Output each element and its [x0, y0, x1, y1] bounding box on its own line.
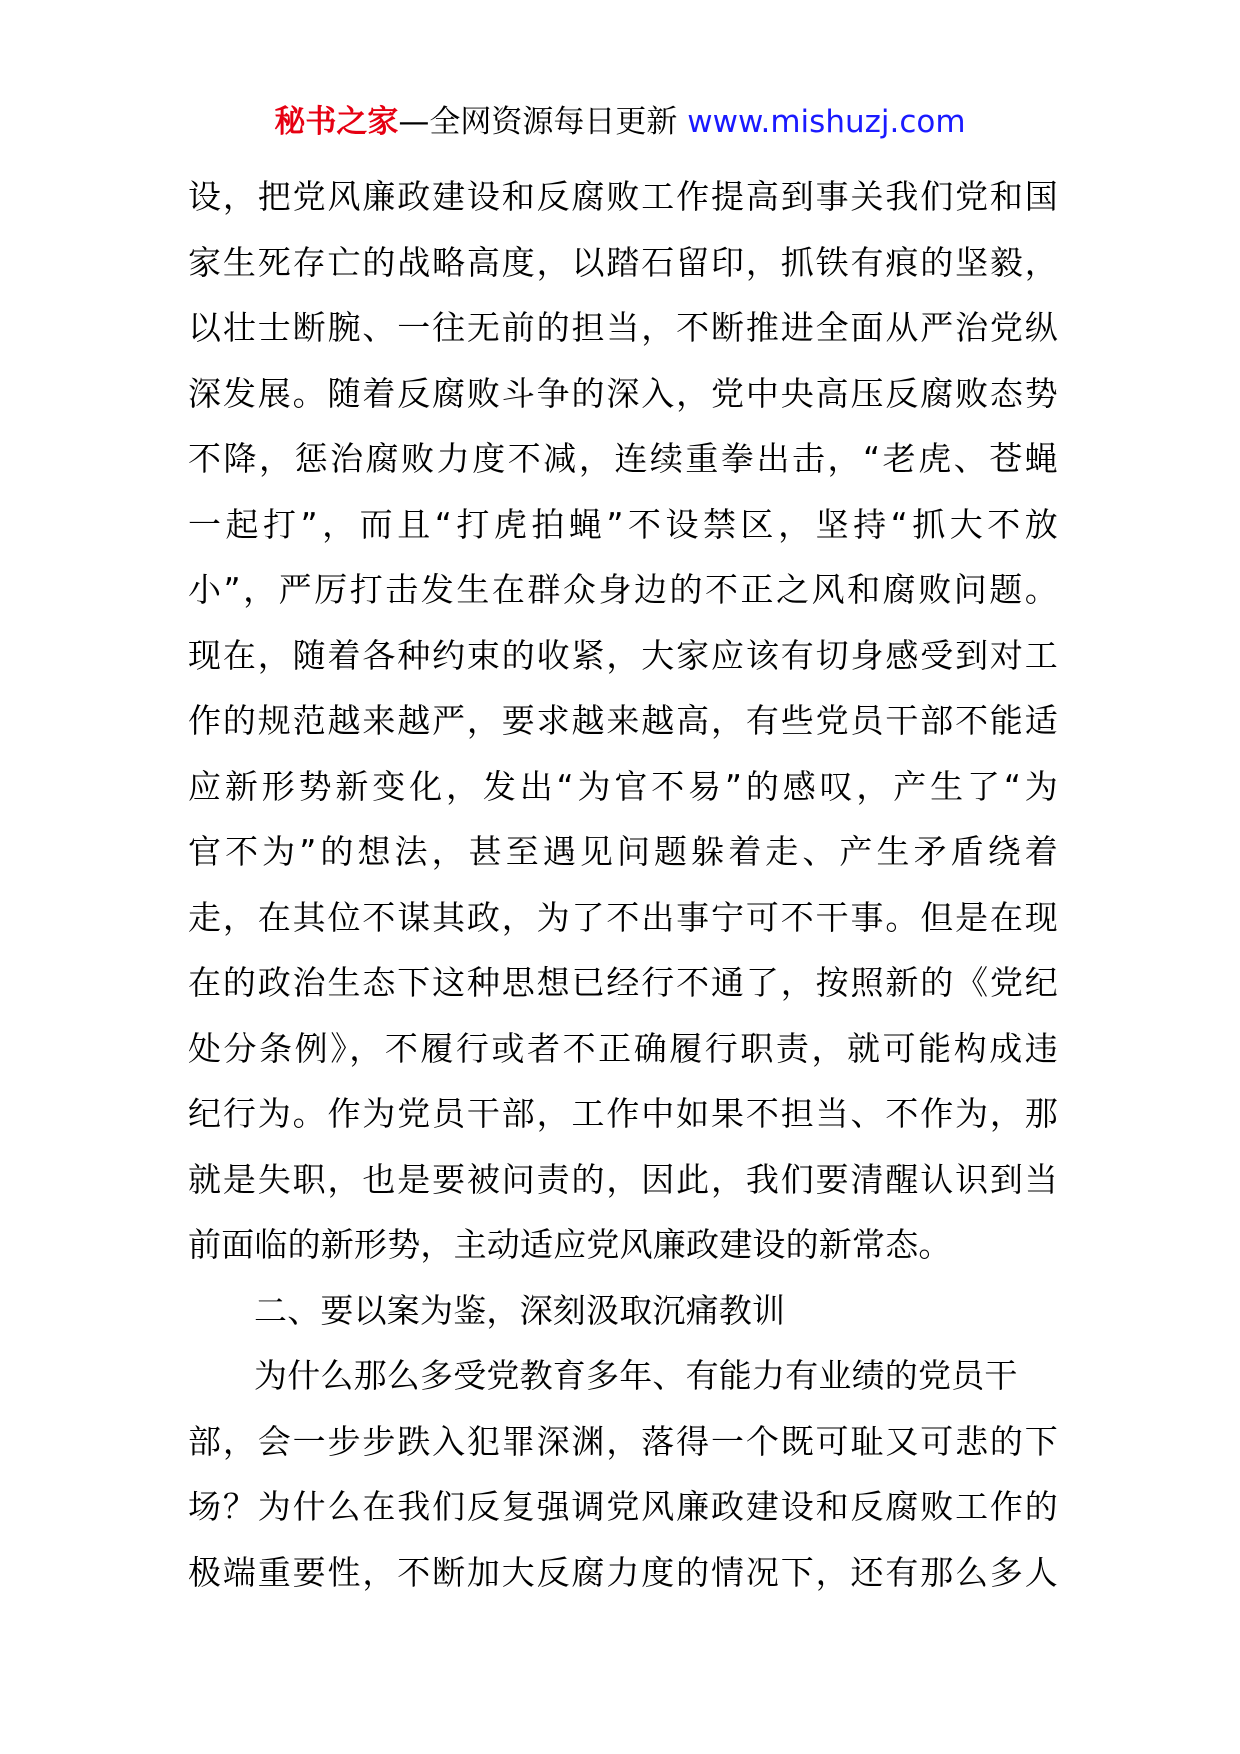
text-line: 处分条例》，不履行或者不正确履行职责，就可能构成违: [188, 1028, 1058, 1068]
document-body: [188, 164, 1058, 1605]
text-line: 家生死存亡的战略高度，以踏石留印，抓铁有痕的坚毅，: [188, 242, 1058, 282]
header-url-link[interactable]: www.mishuzj.com: [687, 104, 966, 140]
text-line: 不降，惩治腐败力度不减，连续重拳出击，“老虎、苍蝇: [188, 439, 1058, 478]
text-line: 深发展。随着反腐败斗争的深入，党中央高压反腐败态势: [188, 373, 1058, 413]
text-line: 一起打”，而且“打虎拍蝇”不设禁区，坚持“抓大不放: [188, 504, 1058, 544]
text-line: 部，会一步步跌入犯罪深渊，落得一个既可耻又可悲的下: [188, 1421, 1058, 1461]
text-line: 场？为什么在我们反复强调党风廉政建设和反腐败工作的: [188, 1487, 1058, 1526]
text-line: 极端重要性，不断加大反腐力度的情况下，还有那么多人: [188, 1552, 1058, 1592]
text-line: 应新形势新变化，发出“为官不易”的感叹，产生了“为: [188, 766, 1058, 806]
text-line: 以壮士断腕、一往无前的担当，不断推进全面从严治党纵: [188, 308, 1058, 347]
paragraph-first-line: 为什么那么多受党教育多年、有能力有业绩的党员干: [254, 1356, 1018, 1395]
text-line: 小”，严厉打击发生在群众身边的不正之风和腐败问题。: [188, 570, 1058, 609]
text-line: 走，在其位不谋其政，为了不出事宁可不干事。但是在现: [188, 897, 1058, 937]
paragraph-end-line: 前面临的新形势，主动适应党风廉政建设的新常态。: [188, 1225, 952, 1264]
text-line: 现在，随着各种约束的收紧，大家应该有切身感受到对工: [188, 635, 1058, 675]
header-tagline: —全网资源每日更新: [398, 104, 688, 140]
page-header: [0, 100, 1240, 144]
section-heading: 二、要以案为鉴，深刻汲取沉痛教训: [254, 1290, 786, 1330]
text-line: 就是失职，也是要被问责的，因此，我们要清醒认识到当: [188, 1159, 1058, 1199]
text-line: 设，把党风廉政建设和反腐败工作提高到事关我们党和国: [188, 177, 1058, 216]
text-line: 纪行为。作为党员干部，工作中如果不担当、不作为，那: [188, 1094, 1058, 1133]
text-line: 作的规范越来越严，要求越来越高，有些党员干部不能适: [188, 701, 1058, 740]
header-brand: 秘书之家: [274, 104, 399, 140]
text-line: 官不为”的想法，甚至遇见问题躲着走、产生矛盾绕着: [188, 832, 1058, 871]
text-line: 在的政治生态下这种思想已经行不通了，按照新的《党纪: [188, 963, 1058, 1002]
